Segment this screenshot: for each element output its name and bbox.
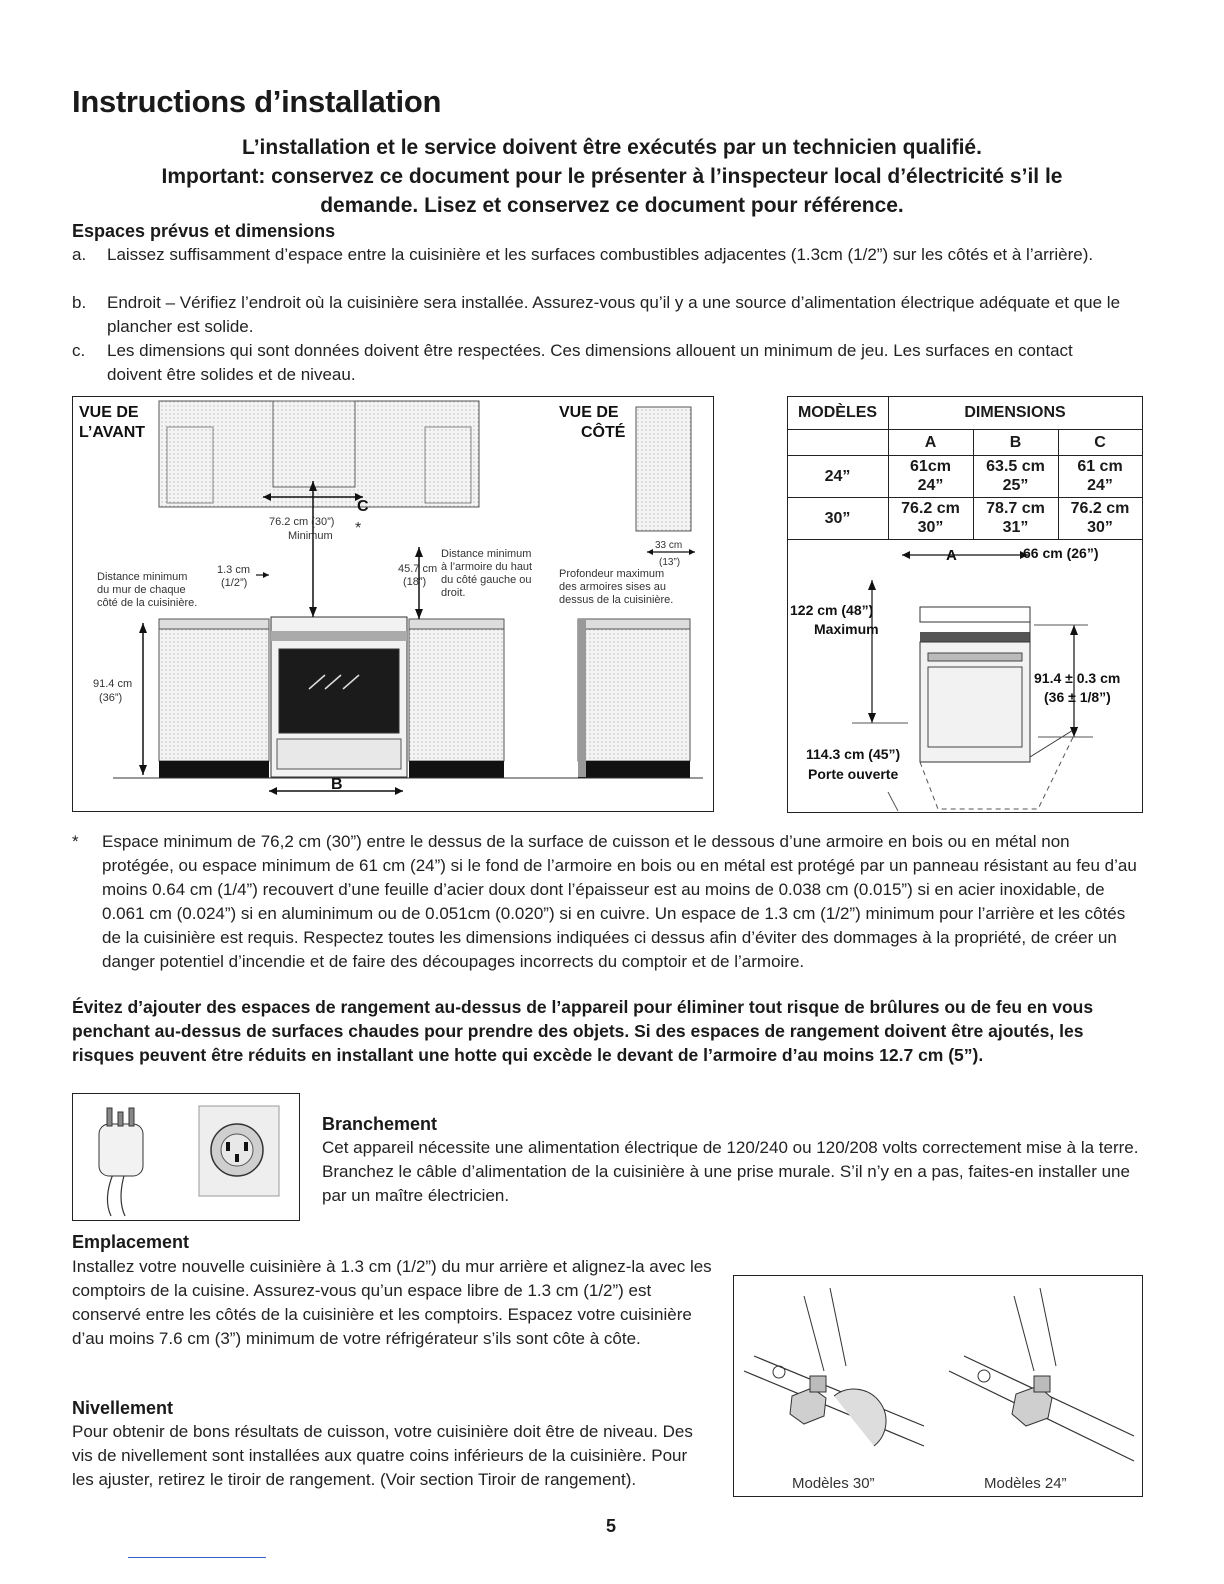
toe-kick (578, 761, 690, 778)
item-text: Endroit – Vérifiez l’endroit où la cuisinière sera installée. Assurez-vous qu’il y a une source d’alimentation électrique adéquate et que le plancher est solide. (107, 293, 1121, 336)
range-dimension-diagram (788, 397, 1141, 811)
item-text: Les dimensions qui sont données doivent être respectées. Ces dimensions allouent un minimum de jeu. Les surfaces en contact doivent être solides et de niveau. (107, 341, 1073, 384)
depth-text: des armoires sises au (559, 581, 666, 593)
dim-cell: 78.7 cm 31” (973, 497, 1058, 539)
cabinet-distance-text: du côté gauche ou (441, 574, 532, 586)
model-cell: 30” (787, 497, 888, 539)
range-height-value: 91.4 ± 0.3 cm (1034, 670, 1121, 686)
col-b-header: B (973, 429, 1058, 455)
espaces-heading: Espaces prévus et dimensions (72, 221, 336, 241)
dimensions-figure (787, 396, 1143, 813)
front-view-figure (72, 396, 714, 812)
front-view-label: VUE DE (79, 404, 139, 421)
model-cell: 24” (787, 455, 888, 497)
side-gap-value: 1.3 cm (217, 564, 251, 576)
oven-handle (928, 653, 1022, 661)
side-view-label: VUE DE (559, 404, 619, 421)
depth-value: 33 cm (655, 540, 683, 551)
toe-kick (159, 761, 269, 778)
footnote (72, 830, 1142, 974)
right-counter (409, 619, 504, 629)
leveling-wheel (834, 1389, 886, 1446)
side-view-label: CÔTÉ (581, 424, 626, 441)
front-view-diagram (73, 397, 712, 810)
depth-value: (13”) (659, 557, 681, 568)
door-open-depth-value: 114.3 cm (45”) (806, 746, 901, 762)
right-lower-cabinet (409, 629, 504, 761)
left-counter (159, 619, 269, 629)
max-height-value: 122 cm (48”) (790, 602, 874, 618)
page-number: 5 (605, 1516, 616, 1536)
dim-cell: 61 cm 24” (1058, 455, 1142, 497)
col-a-header: A (888, 429, 973, 455)
emplacement-text: Installez votre nouvelle cuisinière à 1.3 cm (1/2”) du mur arrière et alignez-la avec les comptoirs de la cuisine. Assurez-vous qu’un espace libre de 1.3 cm (1/2”) est conservé entre les côtés de la cuisinière et les comptoirs. Espacez votre cuisinière d’au moins 7.6 cm (3”) minimum de votre réfrigérateur s’ils sont côte à côte. (72, 1257, 712, 1348)
counter-height-value: 91.4 cm (93, 678, 133, 690)
door-open-label: Porte ouverte (808, 766, 899, 782)
footnote-text: Espace minimum de 76,2 cm (30”) entre le dessus de la surface de cuisson et le dessous d’une armoire en bois ou en métal non protégée, ou espace minimum de 61 cm (24”) si le fond de l’armoire en bois ou en métal est protégé par un panneau résistant au feu d’au moins 0.64 cm (1/4”) recouvert d’une feuille d’acier doux dont l’épaisseur est au moins de 0.038 cm (0.015”) si en acier inoxidable, de 0.061 cm (0.024”) si en aluminimum ou de 0.051cm (0.020”) si en cuivre. Un espace de 1.3 cm (1/2”) minimum pour l’arrière et les côtés de la cuisinière est requis. Respectez toutes les dimensions indiquées ci dessus afin d’éviter des dommages à la propriété, de créer un danger potentiel d’incendie et de faire des découpages incorrects du comptoir et de l’armoire. (102, 832, 1137, 971)
minimum-label: Minimum (288, 530, 333, 542)
dim-cell: 76.2 cm 30” (888, 497, 973, 539)
footer-rule (128, 1557, 266, 1558)
wall-distance-text: du mur de chaque (97, 584, 186, 596)
warning-text: Évitez d’ajouter des espaces de rangement au-dessus de l’appareil pour éliminer tout risque de brûlures ou de feu en vous penchant au-dessus de surfaces chaudes pour prendre des objets. Si des espaces de rangement doivent être ajoutés, les risques peuvent être réduits en installant une hotte qui excède le devant de l’armoire d’au moins 12.7 cm (5”). (72, 997, 1094, 1065)
nivellement-text: Pour obtenir de bons résultats de cuisson, votre cuisinière doit être de niveau. Des vis de nivellement sont installées aux quatre coins inférieurs de la cuisinière. Pour les ajuster, retirez le tiroir de rangement. (Voir section Tiroir de rangement). (72, 1422, 693, 1489)
cabinet-distance-text: à l’armoire du haut (441, 561, 533, 573)
outlet-illustration (73, 1094, 298, 1219)
cabinet-distance-value: (18”) (403, 576, 427, 588)
counter-height-value: (36”) (99, 692, 123, 704)
models-header: MODÈLES (787, 396, 888, 429)
item-label: c. (72, 341, 86, 360)
a-dimension-label: A (946, 547, 957, 564)
dimensions-header: DIMENSIONS (888, 396, 1142, 429)
branchement-heading: Branchement (322, 1114, 438, 1134)
oven-window (279, 649, 399, 733)
front-view-label: L’AVANT (79, 424, 146, 441)
side-gap-value: (1/2”) (221, 577, 248, 589)
upper-cabinet-center (273, 401, 355, 487)
cabinet-distance-text: Distance minimum (441, 548, 532, 560)
cooktop (920, 607, 1030, 622)
power-plug (99, 1124, 143, 1176)
toe-kick (409, 761, 504, 778)
outlet-figure (72, 1093, 300, 1221)
dim-cell: 61cm 24” (888, 455, 973, 497)
item-label: b. (72, 293, 87, 312)
col-c-header: C (1058, 429, 1142, 455)
leveling-figure (733, 1275, 1143, 1497)
depth-text: Profondeur maximum (559, 568, 665, 580)
b-dimension-label: B (331, 776, 343, 793)
footnote-star: * (72, 832, 79, 851)
dim-cell: 63.5 cm 25” (973, 455, 1058, 497)
espaces-item-a (72, 243, 1132, 267)
wall-distance-text: côté de la cuisinière. (97, 597, 198, 609)
minimum-height-value: 76.2 cm (30”) (269, 516, 335, 528)
side-lower-cabinet (578, 629, 690, 761)
caption-24: Modèles 24” (984, 1475, 1067, 1492)
asterisk-marker: * (355, 520, 362, 537)
max-height-label: Maximum (814, 621, 879, 637)
range-control-panel (271, 631, 407, 641)
c-dimension-label: C (357, 498, 369, 515)
subheading-line-1: L’installation et le service doivent être exécutés par un technicien qualifié. (242, 136, 982, 159)
storage-drawer (277, 739, 401, 769)
leveling-bolt (790, 1388, 826, 1424)
side-counter (578, 619, 690, 629)
caption-30: Modèles 30” (792, 1475, 875, 1492)
espaces-item-c (72, 339, 1132, 387)
espaces-item-b (72, 291, 1132, 339)
side-upper-cabinet (636, 407, 691, 531)
control-panel (920, 632, 1030, 642)
cabinet-distance-value: 45.7 cm (398, 563, 438, 575)
emplacement-heading: Emplacement (72, 1232, 190, 1252)
branchement-text: Cet appareil nécessite une alimentation électrique de 120/240 ou 120/208 volts correctement mise à la terre. Branchez le câble d’alimentation de la cuisinière à une prise murale. S’il n’y en a pas, faites-en installer une par un maître électricien. (322, 1138, 1139, 1205)
item-text: Laissez suffisamment d’espace entre la cuisinière et les surfaces combustibles adjacentes (1.3cm (1/2”) sur les côtés et à l’arrière). (107, 245, 1094, 264)
leveling-illustration (734, 1276, 1141, 1495)
nivellement-heading: Nivellement (72, 1398, 174, 1418)
wall-distance-text: Distance minimum (97, 571, 188, 583)
cabinet-distance-text: droit. (441, 587, 466, 599)
subheading-line-3: demande. Lisez et conservez ce document pour référence. (320, 194, 904, 217)
item-label: a. (72, 245, 87, 264)
left-lower-cabinet (159, 629, 269, 761)
dim-cell: 76.2 cm 30” (1058, 497, 1142, 539)
page-title: Instructions d’installation (72, 84, 442, 119)
range-depth-value: 66 cm (26”) (1023, 545, 1099, 561)
range-height-value: (36 ± 1/8”) (1044, 689, 1111, 705)
subheading-line-2: Important: conservez ce document pour le présenter à l’inspecteur local d’électricité s’il le (161, 165, 1063, 188)
depth-text: dessus de la cuisinière. (559, 594, 674, 606)
